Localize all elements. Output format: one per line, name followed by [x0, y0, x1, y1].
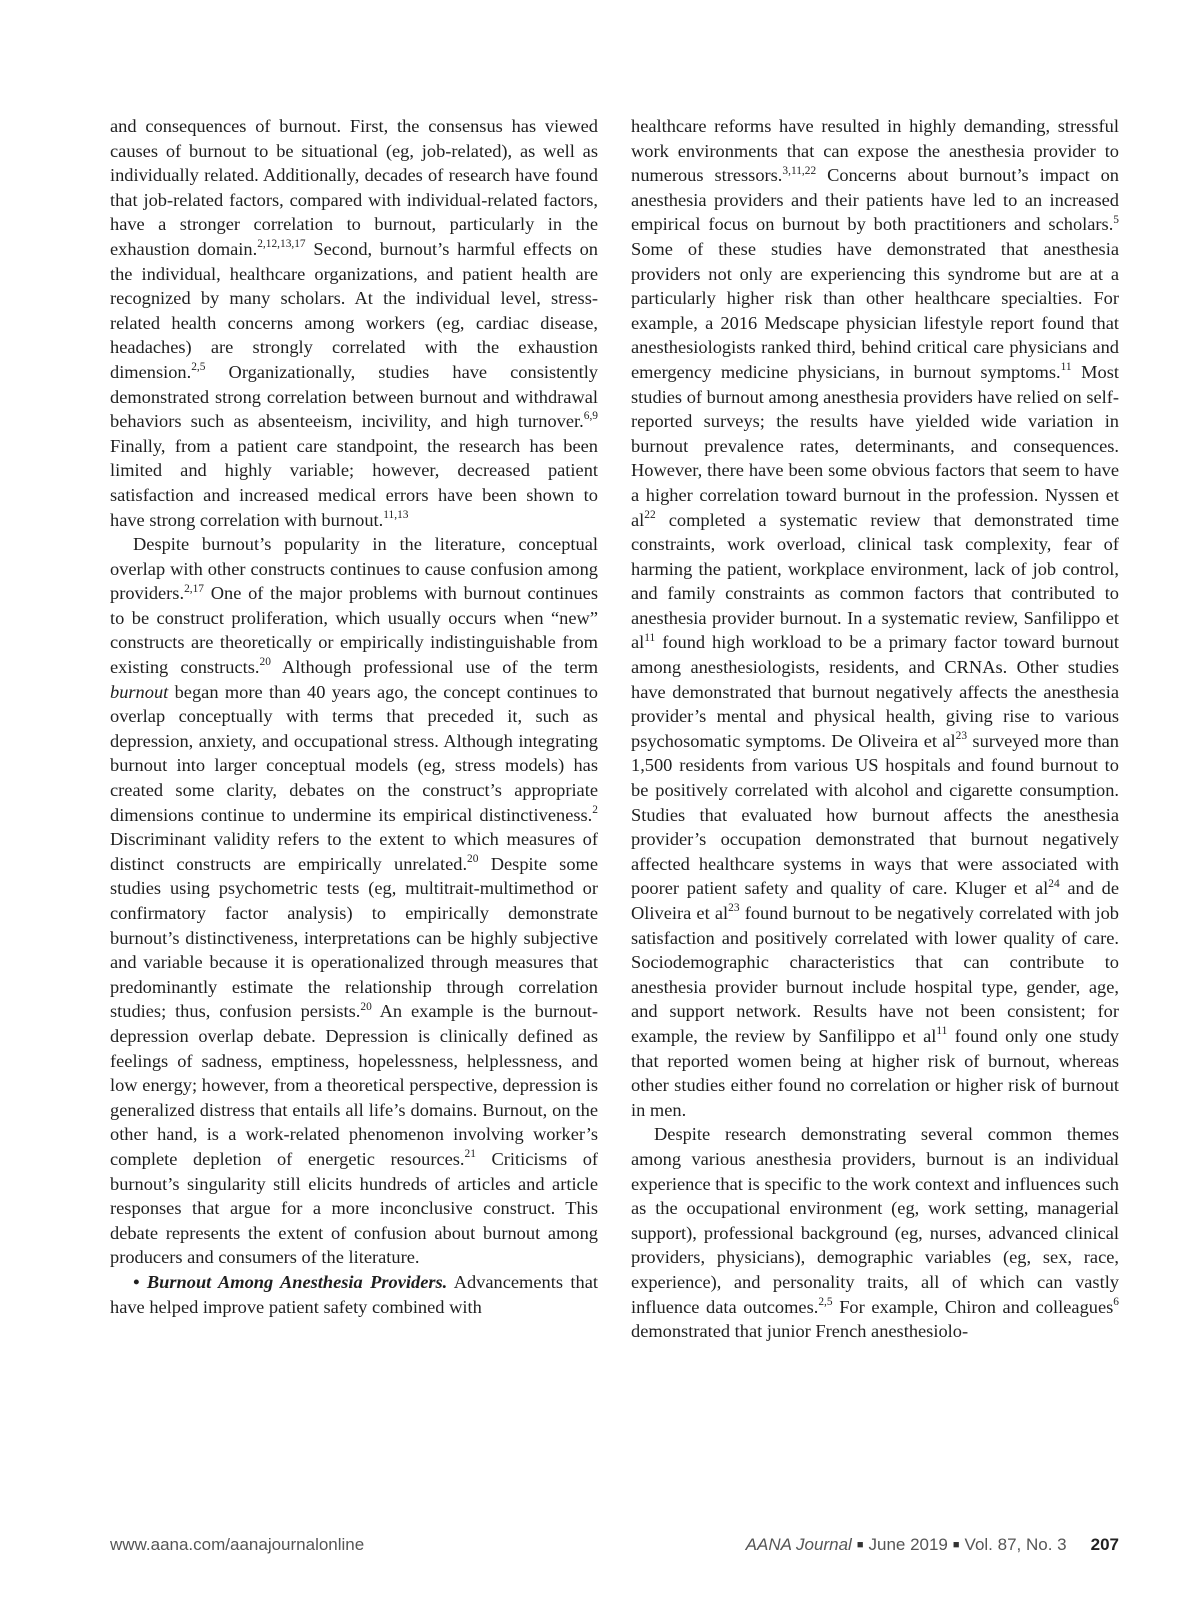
body-text: Criticisms of burnout’s singularity still elicits hundreds of articles and article responses that argue for a more inconclusive construct. This debate represents the extent of confusion about burnout among producers and consumers of the literature. [110, 1148, 599, 1268]
body-text: One of the major problems with burnout continues to be construct proliferation, which usually occurs when “new” constructs are theoretically or empirically indistinguishable from existing constructs. [110, 583, 598, 678]
citation-superscript: 2,5 [191, 361, 206, 374]
citation-superscript: 20 [259, 656, 271, 669]
section-heading: • Burnout Among Anesthesia Providers. [133, 1271, 448, 1292]
citation-superscript: 6 [1113, 1295, 1119, 1308]
citation-superscript: 5 [1113, 213, 1119, 226]
body-text: Most studies of burnout among anesthesia providers have relied on self-reported surveys; the results have yielded wide variation in burnout prevalence rates, determinants, and consequences. However, there have been some obvious factors that seem to have a higher correlation toward burnout in the profession. Nyssen et al [631, 361, 1119, 530]
citation-superscript: 11,13 [383, 508, 409, 521]
body-text: Finally, from a patient care standpoint, the research has been limited and highly variable; however, decreased patient satisfaction and increased medical errors have been shown to have strong correlation with burnout. [110, 435, 598, 530]
body-text: Despite research demonstrating several common themes among various anesthesia providers, burnout is an individual experience that is specific to the work context and influences such as the occupational environment (eg, work setting, managerial support), professional background (eg, nurses, advanced clinical providers, physicians), demographic variables (eg, sex, race, experience), and personality traits, all of which can vastly influence data outcomes. [631, 1124, 1119, 1317]
citation-superscript: 11 [1060, 361, 1072, 374]
body-text: Organizationally, studies have consistently demonstrated strong correlation between burnout and withdrawal behaviors such as absenteeism, incivility, and high turnover. [110, 361, 598, 432]
page-number: 207 [1090, 1535, 1119, 1554]
citation-superscript: 11 [936, 1025, 948, 1038]
body-text: Concerns about burnout’s impact on anesthesia providers and their patients have led to an increased empirical focus on burnout by both practitioners and scholars. [631, 165, 1120, 235]
page-footer [110, 1535, 1119, 1565]
paragraph [110, 114, 598, 532]
body-text: Advancements that have helped improve patient safety combined with [110, 1271, 598, 1317]
italic-term: burnout [110, 681, 169, 702]
body-text: Despite some studies using psychometric tests (eg, multitrait-multimethod or confirmatory factor analysis) to empirically demonstrate burnout’s distinctiveness, interpretations can be highly subjective and variable because it is operationalized through measures that predominantly estimate the relationship through correlation studies; thus, confusion persists. [110, 853, 598, 1022]
citation-superscript: 21 [464, 1148, 476, 1161]
citation-superscript: 24 [1048, 877, 1060, 890]
body-text: An example is the burnout-depression overlap debate. Depression is clinically defined as feelings of sadness, emptiness, hopelessness, helplessness, and low energy; however, from a theoretical perspective, depression is generalized distress that entails all life’s domains. Burnout, on the other hand, is a work-related phenomenon involving worker’s complete depletion of energetic resources. [110, 1001, 598, 1169]
body-text: Second, burnout’s harmful effects on the individual, healthcare organizations, and patient health are recognized by many scholars. At the individual level, stress-related health concerns among workers (eg, cardiac disease, headaches) are strongly correlated with the exhaustion dimension. [110, 238, 598, 382]
bullet-separator: ■ [952, 1539, 960, 1551]
issue-date: June 2019 [868, 1535, 948, 1554]
paragraph [110, 532, 598, 1270]
body-text: Discriminant validity refers to the extent to which measures of distinct constructs are empirically unrelated. [110, 829, 598, 874]
paragraph [631, 114, 1119, 1122]
body-text: completed a systematic review that demonstrated time constraints, work overload, clinical task complexity, fear of harming the patient, workplace environment, lack of job control, and family constraints as common factors that contributed to anesthesia provider burnout. In a systematic review, Sanfilippo et al [631, 509, 1119, 653]
journal-citation [746, 1535, 1119, 1555]
right-column [631, 114, 1119, 1344]
citation-superscript: 23 [955, 730, 968, 743]
left-column [110, 114, 598, 1319]
body-text: found burnout to be negatively correlated with job satisfaction and positively correlated with lower quality of care. Sociodemographic characteristics that can contribute to anesthesia provider burnout include hospital type, gender, age, and support network. Results have not been consistent; for example, the review by Sanfilippo et al [631, 903, 1119, 1046]
body-text: found only one study that reported women being at higher risk of burnout, whereas other studies either found no correlation or higher risk of burnout in men. [631, 1025, 1119, 1120]
body-text: found high workload to be a primary factor toward burnout among anesthesiologists, residents, and CRNAs. Other studies have demonstrated that burnout negatively affects the anesthesia provider’s mental and physical health, giving rise to various psychosomatic symptoms. De Oliveira et al [631, 632, 1119, 751]
journal-name: AANA Journal [745, 1535, 852, 1554]
body-text: demonstrated that junior French anesthesiolo- [631, 1321, 969, 1342]
body-text: Despite burnout’s popularity in the literature, conceptual overlap with other constructs continues to cause confusion among providers. [110, 534, 598, 604]
paragraph [631, 1122, 1119, 1343]
citation-superscript: 2,17 [184, 582, 204, 595]
body-text: Some of these studies have demonstrated that anesthesia providers not only are experiencing this syndrome but are at a particularly higher risk than other healthcare specialties. For example, a 2016 Medscape physician lifestyle report found that anesthesiologists ranked third, behind critical care physicians and emergency medicine physicians, in burnout symptoms. [631, 238, 1119, 382]
journal-url-link[interactable]: www.aana.com/aanajournalonline [110, 1535, 365, 1554]
citation-superscript: 2,12,13,17 [257, 238, 306, 251]
paragraph [110, 1270, 598, 1319]
citation-superscript: 2,5 [818, 1295, 833, 1308]
body-text: surveyed more than 1,500 residents from various US hospitals and found burnout to be positively correlated with alcohol and cigarette consumption. Studies that evaluated how burnout affects the anesthesia provider’s occupation demonstrated that burnout negatively affected healthcare systems in ways that were associated with poorer patient safety and quality of care. Kluger et al [631, 730, 1119, 899]
bullet-separator: ■ [856, 1539, 864, 1551]
citation-superscript: 2 [592, 803, 598, 816]
citation-superscript: 3,11,22 [782, 164, 817, 177]
body-text: began more than 40 years ago, the concept continues to overlap conceptually with terms that preceded it, such as depression, anxiety, and occupational stress. Although integrating burnout into larger conceptual models (eg, stress models) has created some clarity, debates on the construct’s appropriate dimensions continue to undermine its empirical distinctiveness. [110, 681, 598, 825]
citation-superscript: 20 [360, 1000, 372, 1013]
body-text: For example, Chiron and colleagues [832, 1296, 1114, 1317]
citation-superscript: 23 [728, 902, 740, 915]
body-text: and consequences of burnout. First, the consensus has viewed causes of burnout to be situational (eg, job-related), as well as individually related. Additionally, decades of research have found that job-related factors, compared with individual-related factors, have a stronger correlation to burnout, particularly in the exhaustion domain. [110, 116, 598, 259]
citation-superscript: 11 [644, 631, 656, 644]
body-text: and de Oliveira et al [631, 878, 1120, 923]
body-text: healthcare reforms have resulted in highly demanding, stressful work environments that can expose the anesthesia provider to numerous stressors. [631, 116, 1119, 186]
citation-superscript: 6,9 [583, 410, 598, 423]
body-text: Although professional use of the term [270, 657, 598, 678]
citation-superscript: 20 [467, 853, 479, 866]
citation-superscript: 22 [644, 508, 656, 521]
volume-issue: Vol. 87, No. 3 [964, 1535, 1067, 1554]
